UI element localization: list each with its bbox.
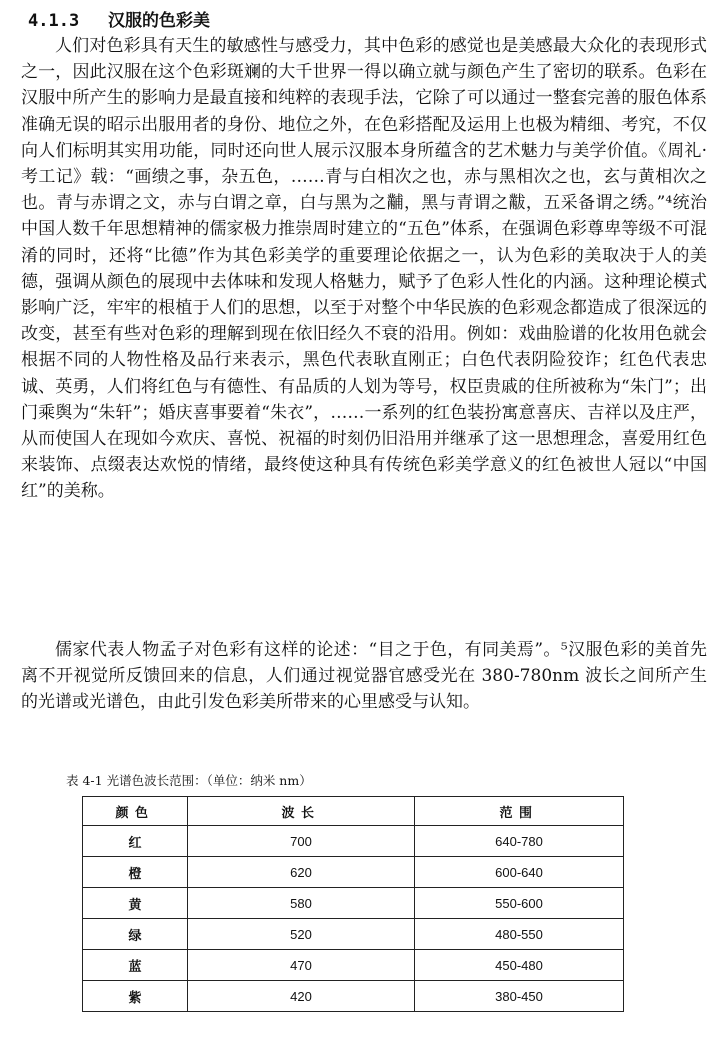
cell-wavelength: 470 bbox=[188, 950, 415, 981]
spectrum-table bbox=[82, 796, 624, 1012]
paragraph-1: 人们对色彩具有天生的敏感性与感受力，其中色彩的感觉也是美感最大众化的表现形式之一，因此汉服在这个色彩斑斓的大千世界一得以确立就与颜色产生了密切的联系。色彩在汉服中所产生的影响力是最直接和纯粹的表现手法，它除了可以通过一整套完善的服色体系准确无误的昭示出服用者的身份、地位之外，在色彩搭配及运用上也极为精细、考究，不仅向人们标明其实用功能，同时还向世人展示汉服本身所蕴含的艺术魅力与美学价值。《周礼·考工记》载：“画缋之事，杂五色，……青与白相次之也，赤与黑相次之也，玄与黄相次之也。青与赤谓之文，赤与白谓之章，白与黑为之黼，黑与青谓之黻，五采备谓之绣。”⁴统治中国人数千年思想精神的儒家极力推崇周时建立的“五色”体系，在强调色彩尊卑等级不可混淆的同时，还将“比德”作为其色彩美学的重要理论依据之一，认为色彩的美取决于人的美德，强调从颜色的展现中去体味和发现人格魅力，赋予了色彩人性化的内涵。这种理论模式影响广泛，牢牢的根植于人们的思想，以至于对整个中华民族的色彩观念都造成了很深远的改变，甚至有些对色彩的理解到现在依旧经久不衰的沿用。例如：戏曲脸谱的化妆用色就会根据不同的人物性格及品行来表示，黑色代表耿直刚正；白色代表阴险狡诈；红色代表忠诚、英勇，人们将红色与有德性、有品质的人划为等号，权臣贵戚的住所被称为“朱门”；出门乘舆为“朱轩”；婚庆喜事要着“朱衣”，……一系列的红色装扮寓意喜庆、吉祥以及庄严，从而使国人在现如今欢庆、喜悦、祝福的时刻仍旧沿用并继承了这一思想理念，喜爱用红色来装饰、点缀表达欢悦的情绪，最终使这种具有传统色彩美学意义的红色被世人冠以“中国红”的美称。 bbox=[21, 36, 707, 502]
cell-color: 橙 bbox=[83, 857, 188, 888]
section-title: 汉服的色彩美 bbox=[108, 11, 210, 31]
cell-range: 600-640 bbox=[415, 857, 624, 888]
section-number: 4.1.3 bbox=[28, 11, 80, 31]
cell-range: 550-600 bbox=[415, 888, 624, 919]
cell-color: 绿 bbox=[83, 919, 188, 950]
cell-color: 黄 bbox=[83, 888, 188, 919]
cell-range: 480-550 bbox=[415, 919, 624, 950]
table-row bbox=[83, 950, 624, 981]
table-header-row bbox=[83, 797, 624, 826]
cell-color: 紫 bbox=[83, 981, 188, 1012]
table-row bbox=[83, 857, 624, 888]
header-wavelength: 波长 bbox=[188, 797, 415, 826]
paragraph-2: 儒家代表人物孟子对色彩有这样的论述：“目之于色，有同美焉”。⁵汉服色彩的美首先离不开视觉所反馈回来的信息，人们通过视觉器官感受光在 380-780nm 波长之间所产生的光谱或光谱色，由此引发色彩美所带来的心里感受与认知。 bbox=[21, 640, 707, 713]
cell-range: 380-450 bbox=[415, 981, 624, 1012]
section-heading bbox=[28, 6, 210, 31]
header-range: 范围 bbox=[415, 797, 624, 826]
cell-range: 450-480 bbox=[415, 950, 624, 981]
cell-wavelength: 520 bbox=[188, 919, 415, 950]
table-row bbox=[83, 919, 624, 950]
cell-wavelength: 700 bbox=[188, 826, 415, 857]
table-row bbox=[83, 888, 624, 919]
cell-wavelength: 420 bbox=[188, 981, 415, 1012]
cell-color: 蓝 bbox=[83, 950, 188, 981]
header-color: 颜色 bbox=[83, 797, 188, 826]
cell-wavelength: 580 bbox=[188, 888, 415, 919]
cell-wavelength: 620 bbox=[188, 857, 415, 888]
table-row bbox=[83, 981, 624, 1012]
cell-range: 640-780 bbox=[415, 826, 624, 857]
table-row bbox=[83, 826, 624, 857]
table-caption: 表 4-1 光谱色波长范围：（单位：纳米 nm） bbox=[66, 773, 312, 788]
cell-color: 红 bbox=[83, 826, 188, 857]
